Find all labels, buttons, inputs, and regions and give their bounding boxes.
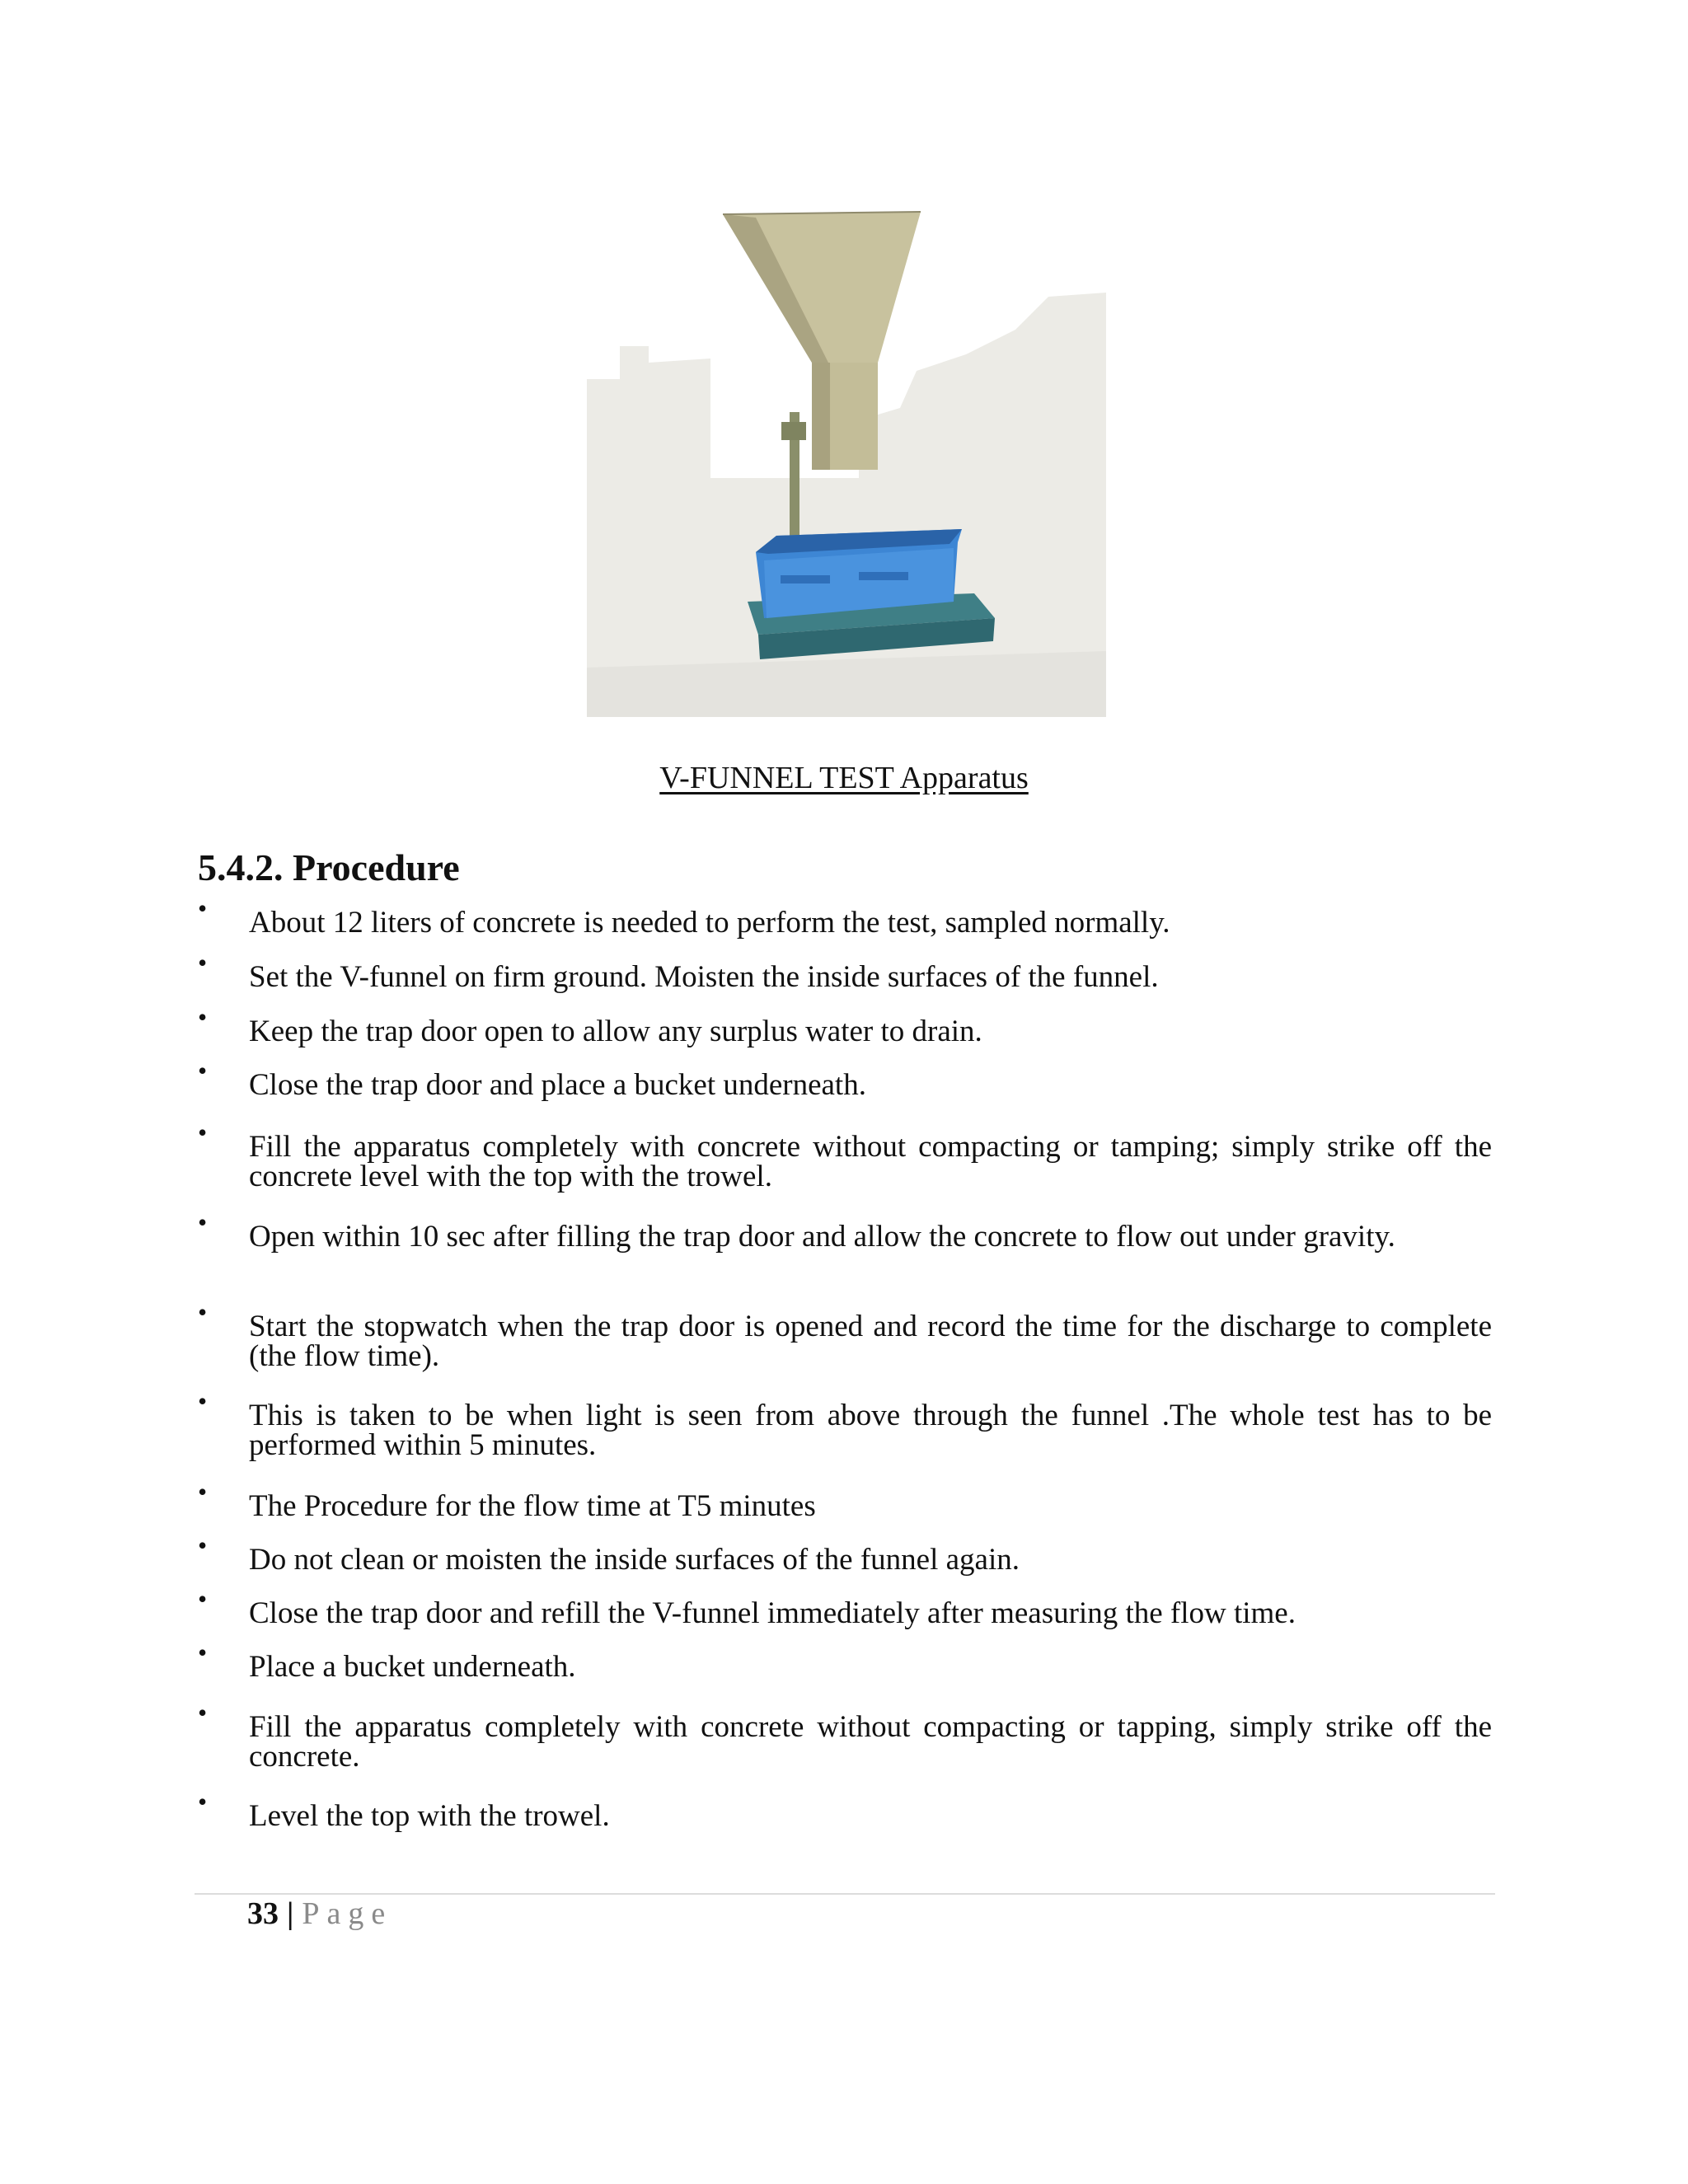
procedure-step-text: Close the trap door and refill the V-funnel immediately after measuring the flow time. (249, 1596, 1296, 1630)
page-number: 33 (247, 1896, 279, 1931)
procedure-step-text: This is taken to be when light is seen from above through the funnel .The whole test has to be performed within 5 minutes. (249, 1399, 1492, 1462)
bullet-icon: • (198, 1698, 208, 1727)
bullet-icon: • (198, 1638, 208, 1667)
bullet-icon: • (198, 1056, 208, 1085)
section-heading: 5.4.2. Procedure (198, 846, 460, 888)
v-funnel-apparatus-image (587, 206, 1106, 717)
figure-caption: V-FUNNEL TEST Apparatus (659, 761, 1029, 795)
bullet-icon: • (198, 1584, 208, 1614)
footer-divider (195, 1893, 1495, 1895)
bullet-icon: • (198, 1386, 208, 1416)
procedure-step-text: The Procedure for the flow time at T5 minutes (249, 1489, 816, 1523)
page-footer (247, 1896, 392, 1932)
bullet-icon: • (198, 1297, 208, 1327)
procedure-step-text: Fill the apparatus completely with concrete without compacting or tapping, simply strike off the concrete. (249, 1710, 1492, 1774)
procedure-step-text: Close the trap door and place a bucket underneath. (249, 1068, 866, 1102)
procedure-step-text: Keep the trap door open to allow any surplus water to drain. (249, 1015, 982, 1048)
bullet-icon: • (198, 1118, 208, 1147)
v-funnel-apparatus-illustration (587, 206, 1106, 717)
bullet-icon: • (198, 1002, 208, 1032)
procedure-step-text: Do not clean or moisten the inside surfaces of the funnel again. (249, 1543, 1020, 1577)
bullet-icon: • (198, 1477, 208, 1507)
procedure-step-text: About 12 liters of concrete is needed to perform the test, sampled normally. (249, 906, 1170, 940)
page-word: Page (302, 1896, 393, 1931)
bullet-icon: • (198, 1207, 208, 1237)
procedure-step-text: Level the top with the trowel. (249, 1799, 610, 1833)
procedure-step-text: Place a bucket underneath. (249, 1650, 576, 1684)
procedure-step-text: Fill the apparatus completely with concrete without compacting or tamping; simply strike off the concrete level with the top with the trowel. (249, 1130, 1492, 1193)
bullet-icon: • (198, 893, 208, 923)
procedure-step-text: Start the stopwatch when the trap door is opened and record the time for the discharge to complete (the flow time). (249, 1310, 1492, 1373)
procedure-step-text: Open within 10 sec after filling the trap door and allow the concrete to flow out under gravity. (249, 1220, 1395, 1254)
procedure-step-text: Set the V-funnel on firm ground. Moisten the inside surfaces of the funnel. (249, 960, 1159, 994)
bullet-icon: • (198, 1530, 208, 1560)
page-separator: | (287, 1896, 294, 1931)
bullet-icon: • (198, 948, 208, 977)
bullet-icon: • (198, 1787, 208, 1816)
